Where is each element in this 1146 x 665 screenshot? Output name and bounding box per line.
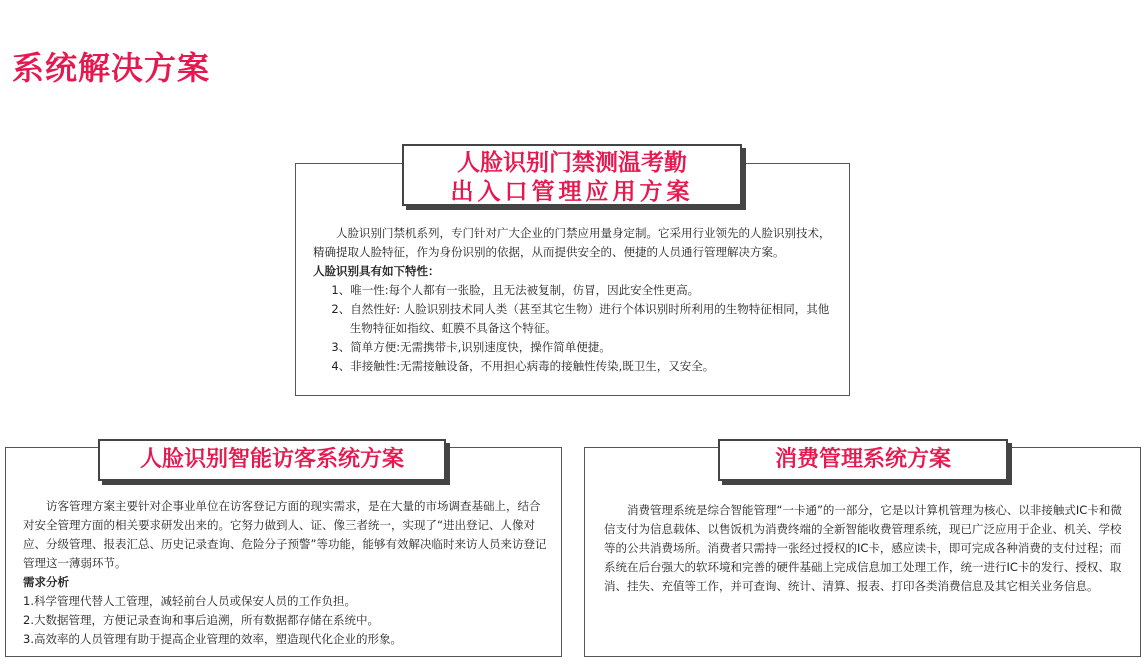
consumption-system-body [604, 501, 1124, 596]
page-title: 系统解决方案 [12, 49, 211, 87]
face-access-solution-title [402, 144, 742, 206]
feature-item: 1、唯一性:每个人都有一张脸，且无法被复制，仿冒，因此安全性更高。 [331, 283, 700, 297]
feature-item: 2、自然性好: 人脸识别技术同人类（甚至其它生物）进行个体识别时所利用的生物特征相同，其他生物特征如指纹、虹膜不具备这个特征。 [331, 302, 830, 335]
features-heading: 人脸识别具有如下特性： [313, 264, 440, 278]
title-line-1: 人脸识别门禁测温考勤 [457, 150, 687, 176]
need-item: 1.科学管理代替人工管理，减轻前台人员或保安人员的工作负担。 [23, 594, 356, 608]
intro-paragraph: 人脸识别门禁机系列，专门针对广大企业的门禁应用量身定制。它采用行业领先的人脸识别技术，精确提取人脸特征，作为身份识别的依据，从而提供安全的、便捷的人员通行管理解决方案。 [313, 226, 831, 259]
intro-paragraph: 访客管理方案主要针对企事业单位在访客登记方面的现实需求，是在大量的市场调查基础上，结合对安全管理方面的相关要求研发出来的。它努力做到人、证、像三者统一，实现了“进出登记、人像对应、分级管理、报表汇总、历史记录查询、危险分子预警”等功能，能够有效解决临时来访人员来访登记管理这一薄弱环节。 [23, 499, 547, 570]
feature-item: 3、简单方便:无需携带卡,识别速度快，操作简单便捷。 [331, 340, 611, 354]
visitor-system-body [23, 497, 548, 649]
consumption-system-title: 消费管理系统方案 [718, 439, 1008, 481]
title-line-2: 出入口管理应用方案 [450, 179, 694, 205]
need-item: 2.大数据管理，方便记录查询和事后追溯，所有数据都存储在系统中。 [23, 613, 379, 627]
need-item: 3.高效率的人员管理有助于提高企业管理的效率，塑造现代化企业的形象。 [23, 632, 402, 646]
face-access-solution-body [313, 224, 838, 376]
intro-paragraph: 消费管理系统是综合智能管理“一卡通”的一部分，它是以计算机管理为核心、以非接触式IC卡和微信支付为信息载体、以售饭机为消费终端的全新智能收费管理系统，现已广泛应用于企业、机关、学校等的公共消费场所。消费者只需持一张经过授权的IC卡，感应读卡，即可完成各种消费的支付过程；而系统在后台强大的软环境和完善的硬件基础上完成信息加工处理工作，统一进行IC卡的发行、授权、取消、挂失、充值等工作，并可查询、统计、清算、报表、打印各类消费信息及其它相关业务信息。 [604, 503, 1122, 593]
needs-heading: 需求分析 [23, 575, 69, 589]
feature-item: 4、非接触性:无需接触设备，不用担心病毒的接触性传染,既卫生，又安全。 [331, 359, 715, 373]
visitor-system-title: 人脸识别智能访客系统方案 [98, 439, 446, 481]
